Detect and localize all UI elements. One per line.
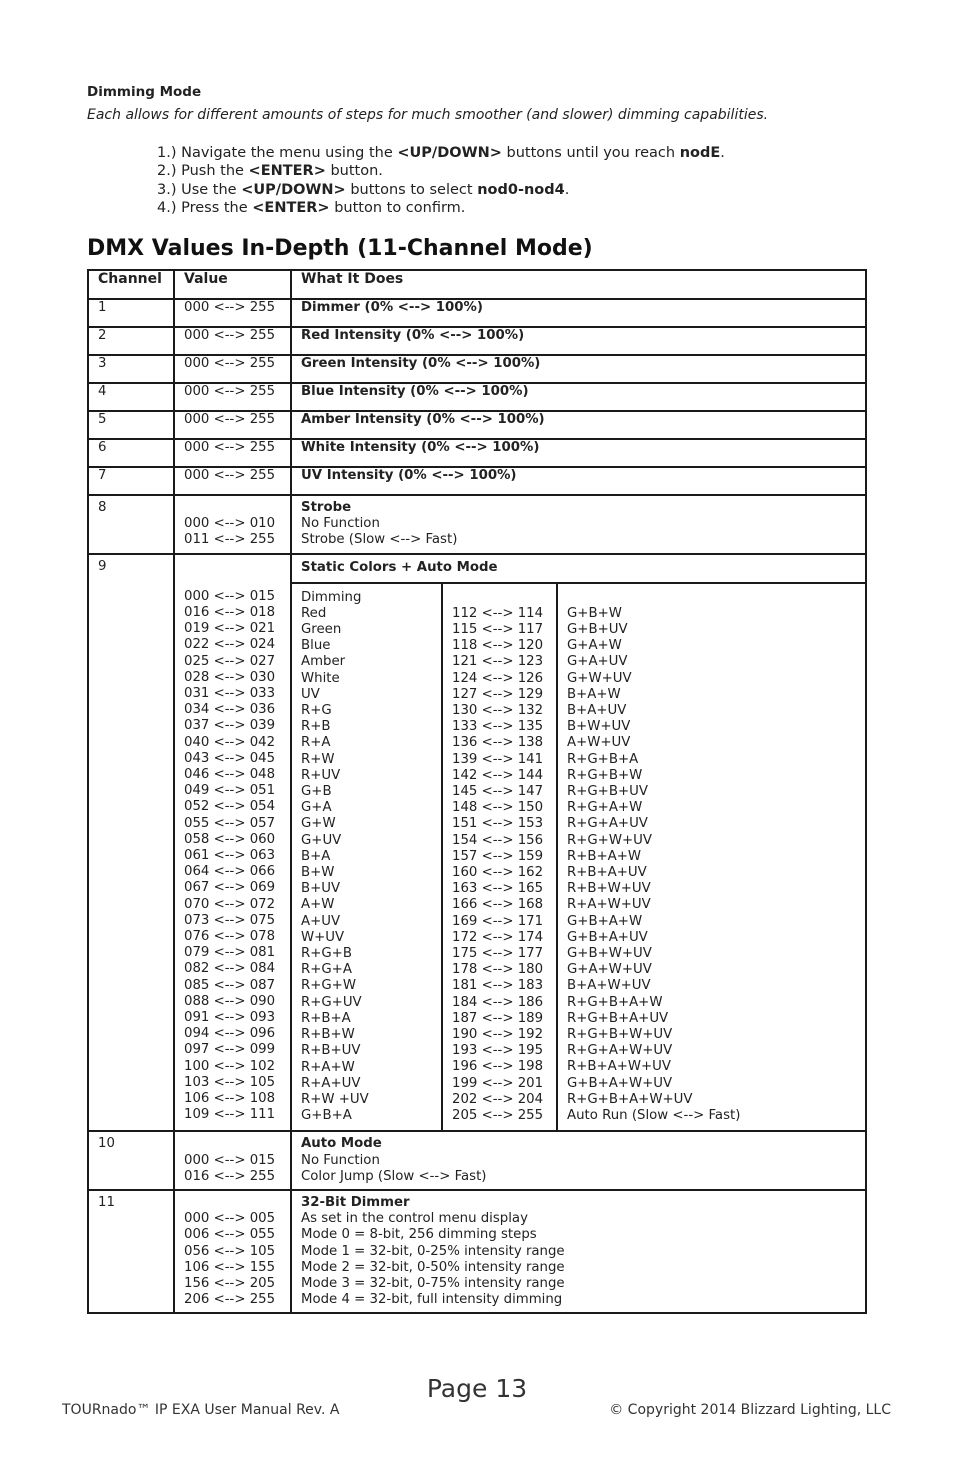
color-name: R+G+B+A+W+UV <box>567 1091 693 1107</box>
value-range: 097 <--> 099 <box>184 1042 276 1058</box>
value-range: 112 <--> 114 <box>452 605 544 621</box>
color-name: G+A+W <box>567 638 622 654</box>
value-range: 160 <--> 162 <box>452 865 544 881</box>
dmx-values-table <box>87 269 867 1314</box>
function-title: Strobe <box>301 500 352 515</box>
function-cell: Dimmer (0% <--> 100%) <box>291 299 866 327</box>
color-name: A+W+UV <box>567 735 631 751</box>
color-name: Auto Run (Slow <--> Fast) <box>567 1108 741 1124</box>
color-macro-table <box>292 584 865 1131</box>
value-range: 156 <--> 205 <box>184 1275 276 1291</box>
color-name: R+G+B <box>301 946 352 962</box>
value-range: 091 <--> 093 <box>184 1010 276 1026</box>
color-name: G+B+A <box>301 1108 352 1124</box>
value-cell: 000 <--> 255 <box>174 299 291 327</box>
channel-cell: 5 <box>88 411 174 439</box>
step-text: . <box>564 181 570 198</box>
color-name: G+A+W+UV <box>567 962 652 978</box>
function-line: Mode 4 = 32-bit, full intensity dimming <box>301 1292 563 1308</box>
function-cell <box>291 495 866 554</box>
value-range: 028 <--> 030 <box>184 669 276 685</box>
value-range: 082 <--> 084 <box>184 961 276 977</box>
spacer <box>184 559 281 575</box>
color-name: R+G+A+UV <box>567 816 648 832</box>
value-range: 151 <--> 153 <box>452 816 544 832</box>
color-name: A+W <box>301 897 335 913</box>
color-name: G+B+A+UV <box>567 929 648 945</box>
steps-list <box>157 144 725 217</box>
function-cell: Amber Intensity (0% <--> 100%) <box>291 411 866 439</box>
value-range: 124 <--> 126 <box>452 670 544 686</box>
color-name: R+G+A+W+UV <box>567 1043 673 1059</box>
value-range: 037 <--> 039 <box>184 718 276 734</box>
color-name: R+B+W+UV <box>567 881 651 897</box>
color-name: UV <box>301 686 320 702</box>
function-line: Mode 3 = 32-bit, 0-75% intensity range <box>301 1275 565 1291</box>
value-range: 202 <--> 204 <box>452 1091 544 1107</box>
color-name: B+A+UV <box>567 703 627 719</box>
function-line: Mode 1 = 32-bit, 0-25% intensity range <box>301 1243 565 1259</box>
step-item <box>157 199 725 217</box>
color-name: B+W+UV <box>567 719 631 735</box>
value-range: 157 <--> 159 <box>452 848 544 864</box>
color-name: R+W +UV <box>301 1091 369 1107</box>
value-range: 199 <--> 201 <box>452 1075 544 1091</box>
step-text: buttons to select <box>345 181 478 198</box>
header-value: Value <box>174 270 291 299</box>
value-ranges-b <box>442 584 557 1131</box>
value-range: 172 <--> 174 <box>452 929 544 945</box>
value-cell <box>174 1131 291 1190</box>
step-item <box>157 162 725 180</box>
table-row <box>88 467 866 495</box>
value-range: 187 <--> 189 <box>452 1010 544 1026</box>
function-line: Mode 2 = 32-bit, 0-50% intensity range <box>301 1259 565 1275</box>
spacer <box>452 590 547 606</box>
value-range: 148 <--> 150 <box>452 800 544 816</box>
channel-cell: 1 <box>88 299 174 327</box>
channel-cell: 7 <box>88 467 174 495</box>
color-name: R+G+W <box>301 978 356 994</box>
table-row <box>88 495 866 554</box>
color-name: R+G+W+UV <box>567 832 652 848</box>
color-name: G+B+UV <box>567 622 628 637</box>
color-name: G+UV <box>301 832 342 848</box>
value-range: 076 <--> 078 <box>184 929 276 945</box>
value-range: 088 <--> 090 <box>184 993 276 1009</box>
color-name: R+G+B+A+UV <box>567 1010 669 1026</box>
value-range: 190 <--> 192 <box>452 1027 544 1043</box>
color-name: White <box>301 670 340 686</box>
color-name: G+A+UV <box>567 654 628 670</box>
channel-cell: 2 <box>88 327 174 355</box>
value-cell <box>174 495 291 554</box>
step-text: . <box>720 145 725 161</box>
color-name: A+UV <box>301 913 341 929</box>
step-text: 3.) Use the <box>157 181 242 198</box>
footer-copyright: © Copyright 2014 Blizzard Lighting, LLC <box>609 1402 891 1418</box>
function-line: No Function <box>301 516 380 532</box>
value-range: 154 <--> 156 <box>452 832 544 848</box>
function-line: Strobe (Slow <--> Fast) <box>301 532 458 548</box>
footer-manual-title: TOURnado™ IP EXA User Manual Rev. A <box>62 1402 340 1418</box>
color-names-b <box>557 584 865 1131</box>
value-range: 139 <--> 141 <box>452 751 544 767</box>
table-row <box>88 1190 866 1313</box>
function-line: No Function <box>301 1152 380 1168</box>
color-name: R+G+A+W <box>567 800 643 816</box>
channel-cell: 3 <box>88 355 174 383</box>
spacer <box>184 1136 281 1152</box>
value-range: 136 <--> 138 <box>452 735 544 751</box>
value-range: 006 <--> 055 <box>184 1227 276 1243</box>
table-header-row <box>88 270 866 299</box>
value-range: 000 <--> 015 <box>184 1152 276 1168</box>
value-range: 109 <--> 111 <box>184 1107 276 1123</box>
value-range: 133 <--> 135 <box>452 719 544 735</box>
function-title: Auto Mode <box>301 1136 382 1152</box>
value-range: 052 <--> 054 <box>184 799 276 815</box>
value-range: 000 <--> 015 <box>184 588 276 604</box>
value-range: 193 <--> 195 <box>452 1043 544 1059</box>
color-name: R+UV <box>301 767 341 783</box>
value-range: 055 <--> 057 <box>184 815 276 831</box>
table-row <box>88 355 866 383</box>
color-name: R+A <box>301 735 331 751</box>
value-range: 127 <--> 129 <box>452 686 544 702</box>
value-range: 040 <--> 042 <box>184 734 276 750</box>
color-macro-row <box>292 584 865 1131</box>
value-cell: 000 <--> 255 <box>174 439 291 467</box>
value-range: 022 <--> 024 <box>184 637 276 653</box>
value-range: 130 <--> 132 <box>452 703 544 719</box>
spacer <box>184 575 281 589</box>
value-range: 016 <--> 255 <box>184 1168 276 1184</box>
color-macro-cell <box>291 583 866 1132</box>
color-name: R+A+W <box>301 1059 355 1075</box>
table-row <box>88 299 866 327</box>
function-cell: Blue Intensity (0% <--> 100%) <box>291 383 866 411</box>
value-range: 067 <--> 069 <box>184 880 276 896</box>
value-range: 025 <--> 027 <box>184 653 276 669</box>
value-cell <box>174 554 291 1132</box>
value-range: 085 <--> 087 <box>184 977 276 993</box>
value-range: 073 <--> 075 <box>184 912 276 928</box>
value-range: 064 <--> 066 <box>184 864 276 880</box>
value-range: 000 <--> 010 <box>184 516 276 532</box>
step-item <box>157 144 725 162</box>
value-range: 079 <--> 081 <box>184 945 276 961</box>
color-name: G+B+W <box>567 605 622 621</box>
step-keyword: <ENTER> <box>252 199 330 216</box>
section-heading: Dimming Mode <box>87 84 202 100</box>
color-name: B+UV <box>301 881 341 897</box>
color-name: R+G+B+W <box>567 767 643 783</box>
color-name: Green <box>301 622 342 638</box>
color-name: R+G+UV <box>301 994 362 1010</box>
color-name: R+G+B+UV <box>567 784 648 800</box>
intro-text: Each allows for different amounts of steps for much smoother (and slower) dimming capabilities. <box>87 107 769 123</box>
value-range: 000 <--> 005 <box>184 1211 276 1227</box>
value-range: 046 <--> 048 <box>184 767 276 783</box>
color-name: G+B+A+W <box>567 913 643 929</box>
step-keyword: nodE <box>679 145 721 161</box>
channel-cell: 10 <box>88 1131 174 1190</box>
function-line: Mode 0 = 8-bit, 256 dimming steps <box>301 1227 537 1243</box>
value-range: 121 <--> 123 <box>452 654 544 670</box>
step-text: button to confirm. <box>329 199 466 216</box>
value-range: 019 <--> 021 <box>184 621 276 637</box>
channel-cell: 6 <box>88 439 174 467</box>
table-row <box>88 327 866 355</box>
color-name: B+A+W <box>567 686 621 702</box>
function-cell: UV Intensity (0% <--> 100%) <box>291 467 866 495</box>
color-name: R+B <box>301 719 331 735</box>
color-name: R+A+UV <box>301 1075 361 1091</box>
table-row <box>88 411 866 439</box>
table-row <box>88 383 866 411</box>
color-name: G+B+A+W+UV <box>567 1075 673 1091</box>
color-name: G+B+W+UV <box>567 946 652 962</box>
color-name: R+G+A <box>301 962 352 978</box>
color-name: G+B <box>301 784 332 800</box>
function-title: 32-Bit Dimmer <box>301 1194 410 1210</box>
value-cell <box>174 1190 291 1313</box>
value-range: 106 <--> 155 <box>184 1259 276 1275</box>
value-range: 011 <--> 255 <box>184 532 276 548</box>
color-name: R+B+W <box>301 1027 355 1043</box>
value-range: 056 <--> 105 <box>184 1243 276 1259</box>
value-range: 106 <--> 108 <box>184 1091 276 1107</box>
value-range: 094 <--> 096 <box>184 1026 276 1042</box>
value-range: 178 <--> 180 <box>452 962 544 978</box>
color-name: Dimming <box>301 589 362 605</box>
value-range: 034 <--> 036 <box>184 702 276 718</box>
value-range: 205 <--> 255 <box>452 1108 544 1124</box>
function-title: Static Colors + Auto Mode <box>291 554 866 583</box>
spacer <box>184 500 281 516</box>
step-text: buttons until you reach <box>501 145 680 161</box>
header-channel: Channel <box>88 270 174 299</box>
value-range: 115 <--> 117 <box>452 622 544 637</box>
function-line: As set in the control menu display <box>301 1211 528 1227</box>
step-keyword: <ENTER> <box>248 163 326 180</box>
color-name: Blue <box>301 638 331 654</box>
table-row <box>88 439 866 467</box>
step-item <box>157 181 725 199</box>
color-name: R+G+B+A+W <box>567 994 663 1010</box>
color-name: R+A+W+UV <box>567 897 651 913</box>
color-name: R+W <box>301 751 335 767</box>
color-names-a <box>292 584 442 1131</box>
color-name: R+B+A <box>301 1010 351 1026</box>
color-name: R+G <box>301 703 332 719</box>
value-range: 145 <--> 147 <box>452 784 544 800</box>
step-text: button. <box>325 163 383 180</box>
value-range: 043 <--> 045 <box>184 750 276 766</box>
color-name: R+B+A+UV <box>567 865 647 881</box>
value-range: 169 <--> 171 <box>452 913 544 929</box>
color-name: B+W <box>301 865 335 881</box>
color-name: B+A <box>301 848 331 864</box>
value-range: 163 <--> 165 <box>452 881 544 897</box>
value-range: 061 <--> 063 <box>184 848 276 864</box>
function-cell <box>291 1190 866 1313</box>
table-row <box>88 554 866 583</box>
color-name: R+G+B+W+UV <box>567 1027 673 1043</box>
color-name: W+UV <box>301 929 345 945</box>
channel-cell: 9 <box>88 554 174 1132</box>
color-name: R+B+A+W <box>567 848 642 864</box>
function-cell: Green Intensity (0% <--> 100%) <box>291 355 866 383</box>
function-line: Color Jump (Slow <--> Fast) <box>301 1168 487 1184</box>
value-range: 058 <--> 060 <box>184 831 276 847</box>
step-keyword: <UP/DOWN> <box>397 145 502 161</box>
value-cell: 000 <--> 255 <box>174 327 291 355</box>
value-range: 166 <--> 168 <box>452 897 544 913</box>
value-range: 196 <--> 198 <box>452 1059 544 1075</box>
value-range: 184 <--> 186 <box>452 994 544 1010</box>
value-range: 103 <--> 105 <box>184 1074 276 1090</box>
color-name: B+A+W+UV <box>567 978 651 994</box>
page-number: Page 13 <box>426 1374 528 1403</box>
value-range: 142 <--> 144 <box>452 767 544 783</box>
table-row <box>88 1131 866 1190</box>
step-text: 1.) Navigate the menu using the <box>157 145 398 161</box>
value-range: 070 <--> 072 <box>184 896 276 912</box>
value-cell: 000 <--> 255 <box>174 411 291 439</box>
value-range: 118 <--> 120 <box>452 638 544 654</box>
value-cell: 000 <--> 255 <box>174 355 291 383</box>
step-keyword: <UP/DOWN> <box>241 181 346 198</box>
color-name: R+B+A+W+UV <box>567 1059 671 1075</box>
color-name: R+G+B+A <box>567 751 639 767</box>
channel-cell: 4 <box>88 383 174 411</box>
function-cell: White Intensity (0% <--> 100%) <box>291 439 866 467</box>
header-what-it-does: What It Does <box>291 270 866 299</box>
value-range: 049 <--> 051 <box>184 783 276 799</box>
value-range: 031 <--> 033 <box>184 686 276 702</box>
step-text: 2.) Push the <box>157 163 249 180</box>
color-name: Amber <box>301 654 346 670</box>
value-range: 016 <--> 018 <box>184 605 276 620</box>
page-title: DMX Values In-Depth (11-Channel Mode) <box>87 236 593 261</box>
color-name: R+B+UV <box>301 1043 361 1059</box>
spacer <box>184 1195 281 1211</box>
step-keyword: nod0-nod4 <box>477 181 565 198</box>
function-cell <box>291 1131 866 1190</box>
step-text: 4.) Press the <box>157 199 253 216</box>
color-name: G+W <box>301 816 336 832</box>
color-name: Red <box>301 605 327 621</box>
channel-cell: 11 <box>88 1190 174 1313</box>
value-range: 100 <--> 102 <box>184 1058 276 1074</box>
function-cell: Red Intensity (0% <--> 100%) <box>291 327 866 355</box>
value-range: 181 <--> 183 <box>452 978 544 994</box>
value-range: 175 <--> 177 <box>452 946 544 962</box>
value-cell: 000 <--> 255 <box>174 383 291 411</box>
color-name: G+W+UV <box>567 670 632 686</box>
spacer <box>567 590 856 606</box>
channel-cell: 8 <box>88 495 174 554</box>
value-cell: 000 <--> 255 <box>174 467 291 495</box>
value-range: 206 <--> 255 <box>184 1292 276 1308</box>
color-name: G+A <box>301 800 332 816</box>
